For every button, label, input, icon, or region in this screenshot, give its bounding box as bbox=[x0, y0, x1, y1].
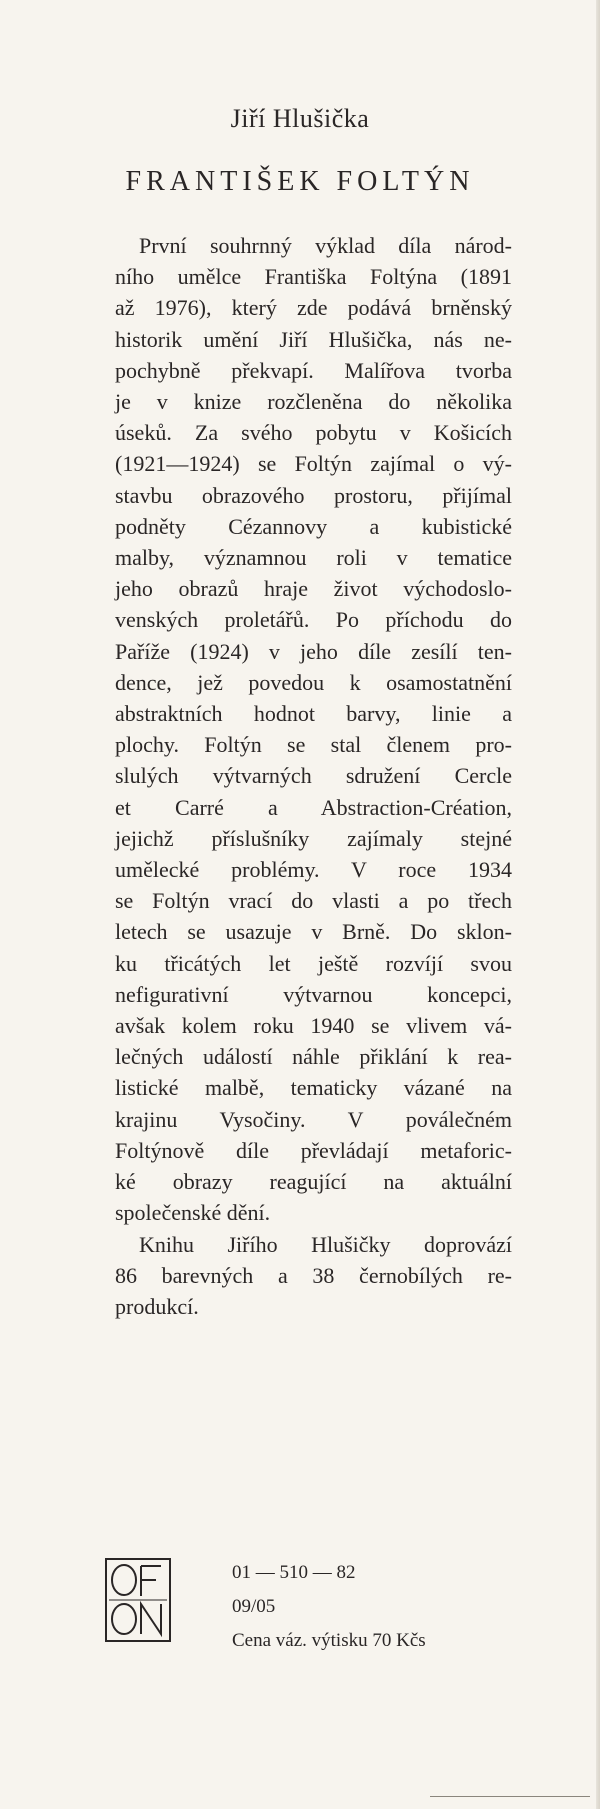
text-line: Paříže (1924) v jeho díle zesílí ten- bbox=[115, 638, 512, 664]
text-line: pochybně překvapí. Malířova tvorba bbox=[115, 357, 512, 383]
text-line: venských proletářů. Po příchodu do bbox=[115, 607, 512, 633]
text-line: ku třicátých let ještě rozvíjí svou bbox=[115, 950, 512, 976]
text-line: slulých výtvarných sdružení Cercle bbox=[115, 763, 512, 789]
text-line: abstraktních hodnot barvy, linie a bbox=[115, 701, 512, 727]
text-line: et Carré a Abstraction-Création, bbox=[115, 794, 512, 820]
text-line: První souhrnný výklad díla národ- bbox=[139, 233, 512, 258]
text-line: letech se usazuje v Brně. Do sklon- bbox=[115, 919, 512, 945]
description-text bbox=[115, 230, 512, 1322]
text-line: až 1976), který zde podává brněnský bbox=[115, 295, 512, 321]
text-line: lečných událostí náhle přiklání k rea- bbox=[115, 1044, 512, 1070]
page-edge bbox=[596, 0, 600, 1809]
text-line: produkcí. bbox=[115, 1293, 199, 1319]
price-text: Cena váz. výtisku 70 Kčs bbox=[232, 1630, 426, 1651]
text-line: stavbu obrazového prostoru, přijímal bbox=[115, 482, 512, 508]
text-line: umělecké problémy. V roce 1934 bbox=[115, 857, 512, 883]
text-line: Foltýnově díle převládají metaforic- bbox=[115, 1137, 512, 1163]
text-line: úseků. Za svého pobytu v Košicích bbox=[115, 420, 512, 446]
book-title: FRANTIŠEK FOLTÝN bbox=[125, 166, 475, 197]
author-name: Jiří Hlušička bbox=[230, 104, 370, 133]
publication-code: 09/05 bbox=[232, 1596, 276, 1617]
text-line: historik umění Jiří Hlušička, nás ne- bbox=[115, 326, 512, 352]
catalog-number: 01 — 510 — 82 bbox=[232, 1562, 356, 1583]
text-line: malby, významnou roli v tematice bbox=[115, 545, 512, 571]
text-line: (1921—1924) se Foltýn zajímal o vý- bbox=[115, 451, 512, 477]
text-line: je v knize rozčleněna do několika bbox=[115, 389, 512, 415]
text-line: Knihu Jiřího Hlušičky doprovází bbox=[139, 1231, 512, 1257]
text-line: podněty Cézannovy a kubistické bbox=[115, 513, 512, 539]
text-line: listické malbě, tematicky vázané na bbox=[115, 1075, 512, 1101]
text-line: avšak kolem roku 1940 se vlivem vá- bbox=[115, 1013, 512, 1039]
text-line: společenské dění. bbox=[115, 1200, 271, 1226]
text-line: plochy. Foltýn se stal členem pro- bbox=[115, 732, 512, 758]
publisher-logo bbox=[105, 1558, 171, 1642]
text-line: nefigurativní výtvarnou koncepci, bbox=[115, 981, 512, 1007]
text-line: dence, jež povedou k osamostatnění bbox=[115, 669, 512, 695]
text-line: 86 barevných a 38 černobílých re- bbox=[115, 1262, 512, 1288]
bottom-rule bbox=[430, 1796, 590, 1797]
text-line: jeho obrazů hraje život východoslo- bbox=[115, 576, 512, 602]
text-line: jejichž příslušníky zajímaly stejné bbox=[115, 825, 512, 851]
text-line: krajinu Vysočiny. V poválečném bbox=[115, 1106, 512, 1132]
text-line: ké obrazy reagující na aktuální bbox=[115, 1169, 512, 1195]
publication-info bbox=[232, 1556, 426, 1658]
text-line: se Foltýn vrací do vlasti a po třech bbox=[115, 888, 512, 914]
text-line: ního umělce Františka Foltýna (1891 bbox=[115, 264, 512, 290]
